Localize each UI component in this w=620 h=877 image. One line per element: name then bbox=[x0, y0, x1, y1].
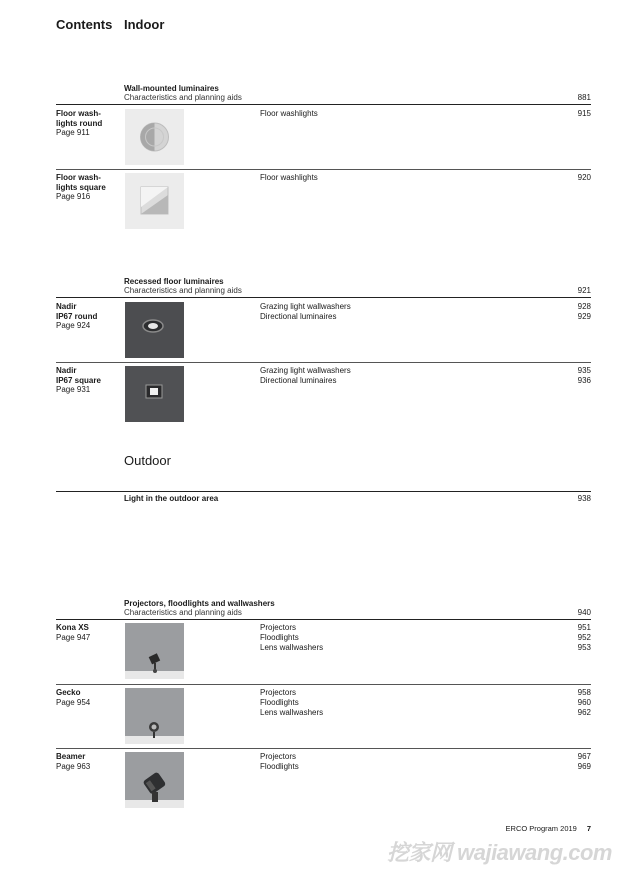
product-items: Projectors Floodlights Lens wallwashers bbox=[260, 623, 324, 652]
product-page-ref[interactable]: Page 947 bbox=[56, 632, 91, 642]
product-name-block bbox=[56, 366, 121, 395]
watermark: 挖家网 wajiawang.com bbox=[387, 840, 612, 865]
product-items: Grazing light wallwashers Directional luminaires bbox=[260, 302, 351, 321]
kona-projector-icon bbox=[125, 623, 184, 679]
product-items: Floor washlights bbox=[260, 173, 318, 182]
product-name: Nadir IP67 round bbox=[56, 302, 98, 321]
row-rule bbox=[56, 684, 591, 685]
section-subtitle-projectors: Characteristics and planning aids bbox=[124, 608, 242, 617]
product-name-block bbox=[56, 109, 121, 138]
section-subtitle-wall: Characteristics and planning aids bbox=[124, 93, 242, 102]
section-rule bbox=[56, 297, 591, 298]
row-rule bbox=[56, 362, 591, 363]
outdoor-heading: Outdoor bbox=[124, 453, 171, 468]
product-name-block bbox=[56, 302, 121, 331]
product-items: Projectors Floodlights Lens wallwashers bbox=[260, 688, 324, 717]
section-title-outdoor-light: Light in the outdoor area bbox=[124, 494, 219, 503]
indoor-heading: Indoor bbox=[124, 17, 165, 32]
product-name: Beamer bbox=[56, 752, 86, 761]
product-page-ref[interactable]: Page 931 bbox=[56, 385, 91, 394]
product-pages[interactable]: 915 bbox=[577, 109, 591, 118]
product-name: Gecko bbox=[56, 688, 81, 697]
beamer-projector-icon bbox=[125, 752, 184, 808]
product-pages[interactable]: 920 bbox=[577, 173, 591, 182]
section-page-wall[interactable]: 881 bbox=[577, 93, 591, 102]
product-name: Floor wash- lights square bbox=[56, 173, 106, 192]
product-pages[interactable]: 928 929 bbox=[577, 302, 591, 321]
row-rule bbox=[56, 169, 591, 170]
product-name-block bbox=[56, 623, 121, 642]
section-title-wall: Wall-mounted luminaires bbox=[124, 84, 219, 93]
nadir-round-icon bbox=[125, 302, 184, 358]
product-pages[interactable]: 967 969 bbox=[577, 752, 591, 771]
product-name-block bbox=[56, 173, 121, 202]
page-number: 7 bbox=[586, 824, 591, 833]
section-rule bbox=[56, 491, 591, 492]
square-floor-washlight-icon bbox=[125, 173, 184, 229]
product-items: Projectors Floodlights bbox=[260, 752, 299, 771]
product-pages[interactable]: 951 952 953 bbox=[577, 623, 591, 652]
product-page-ref[interactable]: Page 963 bbox=[56, 761, 91, 771]
section-page-outdoor-light[interactable]: 938 bbox=[577, 494, 591, 503]
nadir-square-icon bbox=[125, 366, 184, 422]
product-items: Grazing light wallwashers Directional luminaires bbox=[260, 366, 351, 385]
product-name-block bbox=[56, 688, 121, 707]
contents-heading: Contents bbox=[56, 17, 113, 32]
section-rule bbox=[56, 104, 591, 105]
product-page-ref[interactable]: Page 911 bbox=[56, 128, 90, 137]
page-footer bbox=[506, 824, 591, 833]
round-floor-washlight-icon bbox=[125, 109, 184, 165]
product-name-block bbox=[56, 752, 121, 771]
section-subtitle-recessed: Characteristics and planning aids bbox=[124, 286, 242, 295]
gecko-projector-icon bbox=[125, 688, 184, 744]
section-title-projectors: Projectors, floodlights and wallwashers bbox=[124, 599, 275, 608]
row-rule bbox=[56, 748, 591, 749]
program-label: ERCO Program 2019 bbox=[505, 824, 577, 833]
product-page-ref[interactable]: Page 924 bbox=[56, 321, 91, 330]
product-pages[interactable]: 935 936 bbox=[577, 366, 591, 385]
product-name: Kona XS bbox=[56, 623, 89, 632]
product-name: Floor wash- lights round bbox=[56, 109, 103, 128]
section-page-projectors[interactable]: 940 bbox=[577, 608, 591, 617]
product-page-ref[interactable]: Page 954 bbox=[56, 697, 91, 707]
product-pages[interactable]: 958 960 962 bbox=[577, 688, 591, 717]
section-rule bbox=[56, 619, 591, 620]
section-title-recessed: Recessed floor luminaires bbox=[124, 277, 224, 286]
product-name: Nadir IP67 square bbox=[56, 366, 101, 385]
product-items: Floor washlights bbox=[260, 109, 318, 118]
section-page-recessed[interactable]: 921 bbox=[577, 286, 591, 295]
product-page-ref[interactable]: Page 916 bbox=[56, 192, 91, 201]
